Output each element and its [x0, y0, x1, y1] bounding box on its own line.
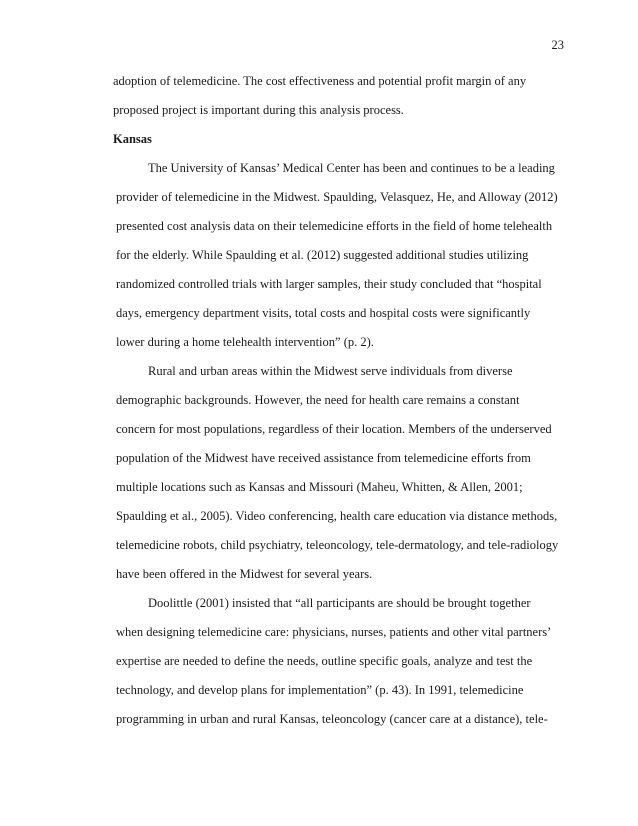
text-line: days, emergency department visits, total costs and hospital costs were significantly [116, 306, 531, 320]
section-heading: Kansas [113, 132, 152, 146]
text-line: telemedicine robots, child psychiatry, teleoncology, tele-dermatology, and tele-radiology [116, 538, 559, 552]
text-line: adoption of telemedicine. The cost effectiveness and potential profit margin of any [113, 74, 527, 88]
text-line: demographic backgrounds. However, the need for health care remains a constant [116, 393, 520, 407]
text-line: randomized controlled trials with larger samples, their study concluded that “hospital [116, 277, 542, 291]
paragraph-kansas-medical-center [113, 154, 573, 357]
intro-paragraph [113, 67, 573, 125]
text-line: The University of Kansas’ Medical Center has been and continues to be a leading [148, 161, 555, 175]
text-line: technology, and develop plans for implementation” (p. 43). In 1991, telemedicine [116, 683, 524, 697]
text-line: Spaulding et al., 2005). Video conferencing, health care education via distance methods, [116, 509, 558, 523]
text-line: multiple locations such as Kansas and Missouri (Maheu, Whitten, & Allen, 2001; [116, 480, 523, 494]
text-line: presented cost analysis data on their telemedicine efforts in the field of home telehealth [116, 219, 553, 233]
page-number: 23 [551, 38, 564, 52]
text-line: concern for most populations, regardless of their location. Members of the underserved [116, 422, 552, 436]
page-body [113, 67, 573, 734]
text-line: proposed project is important during this analysis process. [113, 103, 404, 117]
text-line: provider of telemedicine in the Midwest. Spaulding, Velasquez, He, and Alloway (2012) [116, 190, 558, 204]
text-line: Rural and urban areas within the Midwest serve individuals from diverse [148, 364, 513, 378]
text-line: programming in urban and rural Kansas, teleoncology (cancer care at a distance), tele- [116, 712, 548, 726]
paragraph-rural-urban [113, 357, 573, 589]
text-line: when designing telemedicine care: physicians, nurses, patients and other vital partners’ [116, 625, 552, 639]
text-line: Doolittle (2001) insisted that “all participants are should be brought together [148, 596, 531, 610]
text-line: population of the Midwest have received assistance from telemedicine efforts from [116, 451, 531, 465]
text-line: expertise are needed to define the needs, outline specific goals, analyze and test the [116, 654, 533, 668]
text-line: lower during a home telehealth intervention” (p. 2). [116, 335, 374, 349]
text-line: have been offered in the Midwest for several years. [116, 567, 373, 581]
text-line: for the elderly. While Spaulding et al. (2012) suggested additional studies utilizing [116, 248, 529, 262]
paragraph-doolittle [113, 589, 573, 734]
